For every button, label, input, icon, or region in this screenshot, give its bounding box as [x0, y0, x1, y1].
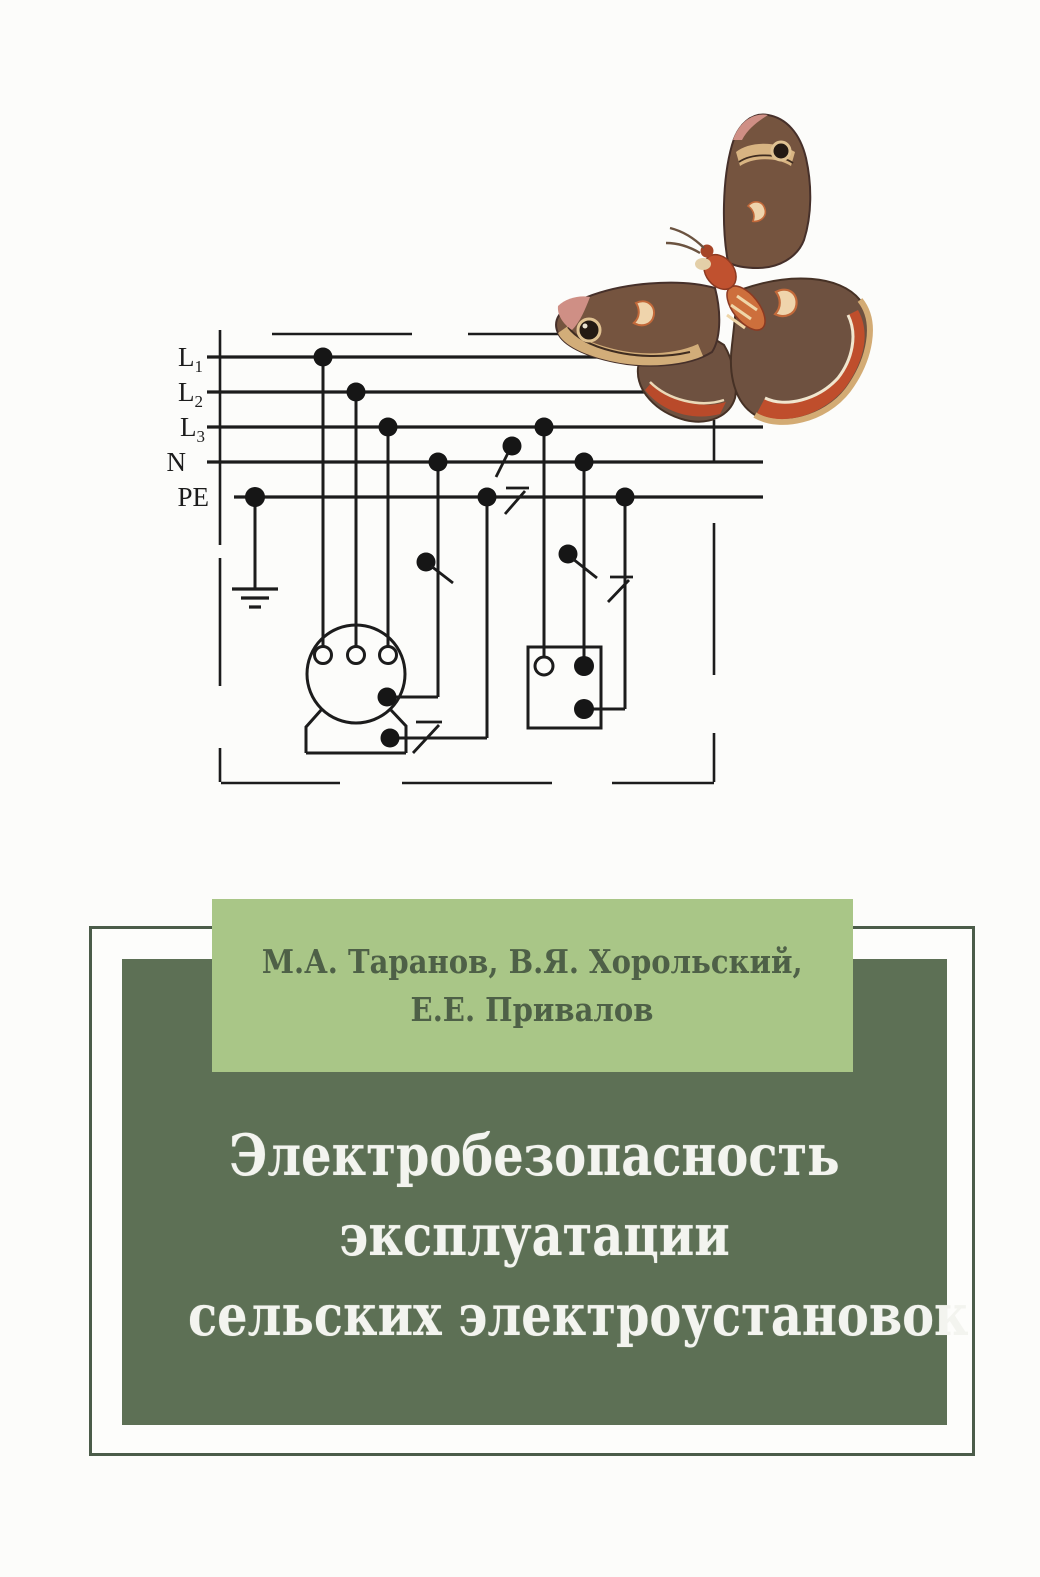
motor-frame-dot: [381, 729, 400, 748]
title-line-1: Электробезопасность: [229, 1122, 840, 1189]
socket-terminal-open: [535, 657, 553, 675]
motor-neutral-dot: [378, 688, 397, 707]
title-line-3: сельских электроустановок: [188, 1282, 969, 1349]
title-line-2: эксплуатации: [339, 1202, 730, 1269]
label-L1: $L_1$: [178, 342, 203, 376]
cecropia-moth-image: [556, 115, 870, 422]
motor-terminal-2: [348, 647, 365, 664]
switch-dot-n: [503, 437, 522, 456]
authors-line-1: М.А. Таранов, В.Я. Хорольский,: [262, 941, 803, 981]
label-L3: $L_3$: [180, 412, 205, 446]
socket-outlet: [528, 647, 601, 728]
motor-terminal-3: [380, 647, 397, 664]
enclosure-dashed-border: [220, 330, 714, 783]
bus-labels: [167, 342, 210, 512]
socket-terminal-n: [574, 656, 594, 676]
book-title: [122, 1116, 969, 1356]
earth-electrode-icon: [232, 589, 278, 607]
label-PE: PE: [177, 482, 209, 512]
authors-panel: [212, 899, 853, 1072]
motor-terminal-1: [315, 647, 332, 664]
socket-terminal-pe: [574, 699, 594, 719]
authors-line-2: Е.Е. Привалов: [411, 989, 654, 1029]
label-L2: $L_2$: [178, 377, 203, 411]
label-N: N: [166, 447, 186, 477]
antenna-icon: [666, 228, 704, 253]
